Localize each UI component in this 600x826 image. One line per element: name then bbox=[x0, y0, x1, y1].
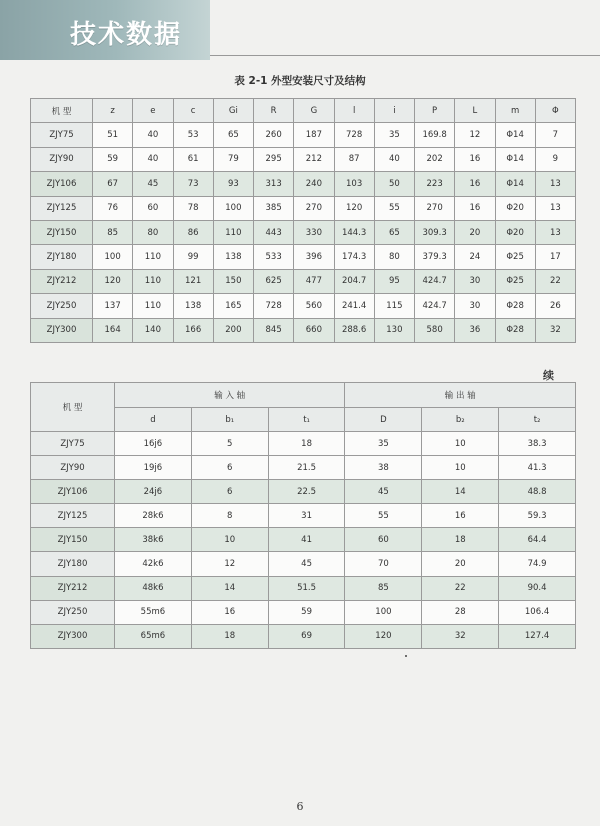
table2-cell: 59 bbox=[268, 600, 345, 624]
table2-subheader-cell: b₁ bbox=[191, 408, 268, 432]
table1-cell: 728 bbox=[254, 294, 294, 318]
table2-cell: 22 bbox=[422, 576, 499, 600]
table1-cell: 396 bbox=[294, 245, 334, 269]
table1-cell: 202 bbox=[415, 147, 455, 171]
table1-model-cell: ZJY212 bbox=[31, 269, 93, 293]
table2-cell: 45 bbox=[345, 480, 422, 504]
table2-row bbox=[31, 576, 576, 600]
table2-cell: 45 bbox=[268, 552, 345, 576]
table1-cell: 7 bbox=[535, 123, 575, 147]
table1-cell: 200 bbox=[213, 318, 253, 342]
table1-cell: 166 bbox=[173, 318, 213, 342]
table1-cell: 76 bbox=[93, 196, 133, 220]
table2-row bbox=[31, 528, 576, 552]
table1-cell: 24 bbox=[455, 245, 495, 269]
table1-cell: 580 bbox=[415, 318, 455, 342]
table2-cell: 8 bbox=[191, 504, 268, 528]
table2-cell: 24j6 bbox=[115, 480, 192, 504]
table1-cell: Φ25 bbox=[495, 245, 535, 269]
table2-row bbox=[31, 456, 576, 480]
table2-cell: 5 bbox=[191, 432, 268, 456]
table2-cell: 69 bbox=[268, 624, 345, 648]
table2-cell: 20 bbox=[422, 552, 499, 576]
section-banner bbox=[0, 0, 210, 60]
table2-row bbox=[31, 480, 576, 504]
table2-cell: 48k6 bbox=[115, 576, 192, 600]
table1-cell: Φ14 bbox=[495, 147, 535, 171]
table1-cell: 86 bbox=[173, 220, 213, 244]
table2-subheader-cell: b₂ bbox=[422, 408, 499, 432]
table1-cell: 270 bbox=[294, 196, 334, 220]
table1-cell: 53 bbox=[173, 123, 213, 147]
table1-header-cell: Φ bbox=[535, 99, 575, 123]
table1-cell: Φ14 bbox=[495, 172, 535, 196]
table1-cell: 295 bbox=[254, 147, 294, 171]
table1-header-cell: G bbox=[294, 99, 334, 123]
table2-row bbox=[31, 552, 576, 576]
table1-cell: 241.4 bbox=[334, 294, 374, 318]
input-shaft-header: 输 入 轴 bbox=[115, 383, 345, 408]
table1-model-cell: ZJY150 bbox=[31, 220, 93, 244]
table2-cell: 32 bbox=[422, 624, 499, 648]
table1-cell: 728 bbox=[334, 123, 374, 147]
output-shaft-header: 输 出 轴 bbox=[345, 383, 576, 408]
table1-model-cell: ZJY90 bbox=[31, 147, 93, 171]
table2-subheader-cell: D bbox=[345, 408, 422, 432]
table1-cell: 424.7 bbox=[415, 269, 455, 293]
table1-row bbox=[31, 147, 576, 171]
table1-cell: 73 bbox=[173, 172, 213, 196]
table1-cell: 385 bbox=[254, 196, 294, 220]
table1-header-cell: c bbox=[173, 99, 213, 123]
table1-cell: 115 bbox=[374, 294, 414, 318]
table2-cell: 106.4 bbox=[499, 600, 576, 624]
table1-cell: 164 bbox=[93, 318, 133, 342]
table1-cell: 174.3 bbox=[334, 245, 374, 269]
table1-header-cell: e bbox=[133, 99, 173, 123]
table1-row bbox=[31, 172, 576, 196]
table1-row bbox=[31, 269, 576, 293]
table1-cell: 26 bbox=[535, 294, 575, 318]
table1-cell: 80 bbox=[374, 245, 414, 269]
table2-cell: 38 bbox=[345, 456, 422, 480]
table1-cell: 67 bbox=[93, 172, 133, 196]
table1-header-cell: Gi bbox=[213, 99, 253, 123]
table1-cell: 16 bbox=[455, 147, 495, 171]
table1-cell: 13 bbox=[535, 172, 575, 196]
table1-cell: 79 bbox=[213, 147, 253, 171]
table1-cell: 100 bbox=[213, 196, 253, 220]
table1-cell: 40 bbox=[133, 123, 173, 147]
table1-cell: 50 bbox=[374, 172, 414, 196]
table1-cell: 660 bbox=[294, 318, 334, 342]
table2-cell: 38.3 bbox=[499, 432, 576, 456]
table1-cell: 120 bbox=[334, 196, 374, 220]
table2-cell: 41.3 bbox=[499, 456, 576, 480]
table1-cell: 138 bbox=[173, 294, 213, 318]
table2-cell: 55m6 bbox=[115, 600, 192, 624]
table1-cell: Φ28 bbox=[495, 294, 535, 318]
table2-cell: 60 bbox=[345, 528, 422, 552]
table1-cell: 45 bbox=[133, 172, 173, 196]
table1-cell: Φ25 bbox=[495, 269, 535, 293]
table1-cell: 36 bbox=[455, 318, 495, 342]
table1-cell: 110 bbox=[133, 294, 173, 318]
table1-header-cell: z bbox=[93, 99, 133, 123]
table2-cell: 12 bbox=[191, 552, 268, 576]
table2-cell: 14 bbox=[191, 576, 268, 600]
table1-row bbox=[31, 245, 576, 269]
table2-cell: 85 bbox=[345, 576, 422, 600]
table1-cell: 32 bbox=[535, 318, 575, 342]
table1-row bbox=[31, 294, 576, 318]
table1-cell: 100 bbox=[93, 245, 133, 269]
table1-cell: 144.3 bbox=[334, 220, 374, 244]
table1-cell: 110 bbox=[133, 245, 173, 269]
table1-cell: 424.7 bbox=[415, 294, 455, 318]
table1-cell: 212 bbox=[294, 147, 334, 171]
table1-cell: 13 bbox=[535, 220, 575, 244]
table1-cell: 85 bbox=[93, 220, 133, 244]
table1-cell: 121 bbox=[173, 269, 213, 293]
table1-cell: 95 bbox=[374, 269, 414, 293]
table2-model-cell: ZJY90 bbox=[31, 456, 115, 480]
table1-cell: 30 bbox=[455, 294, 495, 318]
table2-cell: 127.4 bbox=[499, 624, 576, 648]
table1-cell: 87 bbox=[334, 147, 374, 171]
table2-subheader-cell: t₂ bbox=[499, 408, 576, 432]
table2-cell: 16 bbox=[422, 504, 499, 528]
table1-cell: 240 bbox=[294, 172, 334, 196]
table1-cell: 93 bbox=[213, 172, 253, 196]
table1-cell: 270 bbox=[415, 196, 455, 220]
table1-cell: 150 bbox=[213, 269, 253, 293]
table1-row bbox=[31, 123, 576, 147]
table1-cell: 103 bbox=[334, 172, 374, 196]
table1-cell: 187 bbox=[294, 123, 334, 147]
table1-row bbox=[31, 220, 576, 244]
table2-cell: 10 bbox=[191, 528, 268, 552]
table2-cell: 31 bbox=[268, 504, 345, 528]
table1-cell: 78 bbox=[173, 196, 213, 220]
table2-cell: 6 bbox=[191, 456, 268, 480]
table1-cell: 35 bbox=[374, 123, 414, 147]
table1-cell: 560 bbox=[294, 294, 334, 318]
table2-cell: 21.5 bbox=[268, 456, 345, 480]
table1-cell: Φ20 bbox=[495, 196, 535, 220]
table1-cell: 260 bbox=[254, 123, 294, 147]
table2-row bbox=[31, 624, 576, 648]
table2-cell: 6 bbox=[191, 480, 268, 504]
table1-cell: 223 bbox=[415, 172, 455, 196]
page-number: 6 bbox=[296, 800, 304, 813]
table1-cell: 204.7 bbox=[334, 269, 374, 293]
table2-cell: 70 bbox=[345, 552, 422, 576]
table1-cell: 288.6 bbox=[334, 318, 374, 342]
section-title: 技术数据 bbox=[70, 20, 183, 50]
table2-cell: 42k6 bbox=[115, 552, 192, 576]
table1-cell: 51 bbox=[93, 123, 133, 147]
table1-cell: 55 bbox=[374, 196, 414, 220]
table2-model-cell: ZJY106 bbox=[31, 480, 115, 504]
table1-cell: Φ28 bbox=[495, 318, 535, 342]
table1-cell: 625 bbox=[254, 269, 294, 293]
table1-header-cell: P bbox=[415, 99, 455, 123]
table2-model-cell: ZJY250 bbox=[31, 600, 115, 624]
table1-cell: 16 bbox=[455, 196, 495, 220]
table1-cell: 137 bbox=[93, 294, 133, 318]
table1-cell: 40 bbox=[133, 147, 173, 171]
table1-cell: 17 bbox=[535, 245, 575, 269]
table1-cell: 845 bbox=[254, 318, 294, 342]
table2-subheader-cell: d bbox=[115, 408, 192, 432]
table2-cell: 18 bbox=[191, 624, 268, 648]
header-rule bbox=[210, 55, 600, 56]
table2-row bbox=[31, 432, 576, 456]
table2-cell: 18 bbox=[268, 432, 345, 456]
table1-cell: 61 bbox=[173, 147, 213, 171]
shaft-table bbox=[30, 382, 576, 649]
table2-cell: 19j6 bbox=[115, 456, 192, 480]
table1-model-cell: ZJY125 bbox=[31, 196, 93, 220]
table2-cell: 14 bbox=[422, 480, 499, 504]
table1-caption: 表 2-1 外型安装尺寸及结构 bbox=[234, 75, 366, 87]
print-speck bbox=[405, 655, 407, 657]
table1-cell: 12 bbox=[455, 123, 495, 147]
table2-model-cell: ZJY150 bbox=[31, 528, 115, 552]
table1-cell: 379.3 bbox=[415, 245, 455, 269]
table2-cell: 120 bbox=[345, 624, 422, 648]
table2-row bbox=[31, 600, 576, 624]
table1-cell: 309.3 bbox=[415, 220, 455, 244]
table1-cell: 22 bbox=[535, 269, 575, 293]
table1-cell: 20 bbox=[455, 220, 495, 244]
table2-subheader-cell: t₁ bbox=[268, 408, 345, 432]
table1-cell: 16 bbox=[455, 172, 495, 196]
table1-row bbox=[31, 318, 576, 342]
table1-cell: 80 bbox=[133, 220, 173, 244]
table1-model-cell: ZJY250 bbox=[31, 294, 93, 318]
table2-group-header-row bbox=[31, 383, 576, 408]
table1-cell: Φ14 bbox=[495, 123, 535, 147]
table2-cell: 48.8 bbox=[499, 480, 576, 504]
table1-cell: 140 bbox=[133, 318, 173, 342]
continued-label: 续 bbox=[543, 369, 554, 382]
table2-cell: 51.5 bbox=[268, 576, 345, 600]
table1-row bbox=[31, 196, 576, 220]
table1-header-cell: L bbox=[455, 99, 495, 123]
table2-cell: 18 bbox=[422, 528, 499, 552]
table1-cell: 313 bbox=[254, 172, 294, 196]
table2-model-cell: ZJY300 bbox=[31, 624, 115, 648]
table1-header-row bbox=[31, 99, 576, 123]
table1-cell: 443 bbox=[254, 220, 294, 244]
table2-cell: 64.4 bbox=[499, 528, 576, 552]
table2-cell: 28 bbox=[422, 600, 499, 624]
table2-model-cell: ZJY212 bbox=[31, 576, 115, 600]
table1-cell: Φ20 bbox=[495, 220, 535, 244]
table2-cell: 28k6 bbox=[115, 504, 192, 528]
table2-model-cell: ZJY180 bbox=[31, 552, 115, 576]
table1-cell: 60 bbox=[133, 196, 173, 220]
dimensions-table bbox=[30, 98, 576, 343]
table2-cell: 16j6 bbox=[115, 432, 192, 456]
table1-cell: 533 bbox=[254, 245, 294, 269]
table1-cell: 130 bbox=[374, 318, 414, 342]
table2-model-cell: ZJY75 bbox=[31, 432, 115, 456]
table1-cell: 169.8 bbox=[415, 123, 455, 147]
table1-cell: 120 bbox=[93, 269, 133, 293]
table1-cell: 110 bbox=[213, 220, 253, 244]
table2-cell: 10 bbox=[422, 432, 499, 456]
table1-cell: 13 bbox=[535, 196, 575, 220]
table1-header-cell: i bbox=[374, 99, 414, 123]
table1-header-cell: 机 型 bbox=[31, 99, 93, 123]
table2-row bbox=[31, 504, 576, 528]
table2-model-cell: ZJY125 bbox=[31, 504, 115, 528]
table1-model-cell: ZJY75 bbox=[31, 123, 93, 147]
table1-cell: 138 bbox=[213, 245, 253, 269]
table1-cell: 59 bbox=[93, 147, 133, 171]
table2-cell: 100 bbox=[345, 600, 422, 624]
table1-cell: 477 bbox=[294, 269, 334, 293]
table1-cell: 65 bbox=[374, 220, 414, 244]
table1-cell: 330 bbox=[294, 220, 334, 244]
table2-cell: 55 bbox=[345, 504, 422, 528]
table1-cell: 99 bbox=[173, 245, 213, 269]
table2-cell: 10 bbox=[422, 456, 499, 480]
table1-header-cell: l bbox=[334, 99, 374, 123]
table1-model-cell: ZJY180 bbox=[31, 245, 93, 269]
table1-cell: 40 bbox=[374, 147, 414, 171]
table2-cell: 16 bbox=[191, 600, 268, 624]
table1-cell: 30 bbox=[455, 269, 495, 293]
table2-cell: 90.4 bbox=[499, 576, 576, 600]
table2-cell: 35 bbox=[345, 432, 422, 456]
table2-cell: 38k6 bbox=[115, 528, 192, 552]
table2-cell: 22.5 bbox=[268, 480, 345, 504]
table1-cell: 9 bbox=[535, 147, 575, 171]
table1-cell: 165 bbox=[213, 294, 253, 318]
table2-cell: 65m6 bbox=[115, 624, 192, 648]
table1-cell: 110 bbox=[133, 269, 173, 293]
table1-header-cell: R bbox=[254, 99, 294, 123]
table1-model-cell: ZJY106 bbox=[31, 172, 93, 196]
table1-cell: 65 bbox=[213, 123, 253, 147]
table2-model-header: 机 型 bbox=[31, 383, 115, 432]
table2-cell: 59.3 bbox=[499, 504, 576, 528]
table2-cell: 41 bbox=[268, 528, 345, 552]
table1-model-cell: ZJY300 bbox=[31, 318, 93, 342]
table2-cell: 74.9 bbox=[499, 552, 576, 576]
table1-header-cell: m bbox=[495, 99, 535, 123]
